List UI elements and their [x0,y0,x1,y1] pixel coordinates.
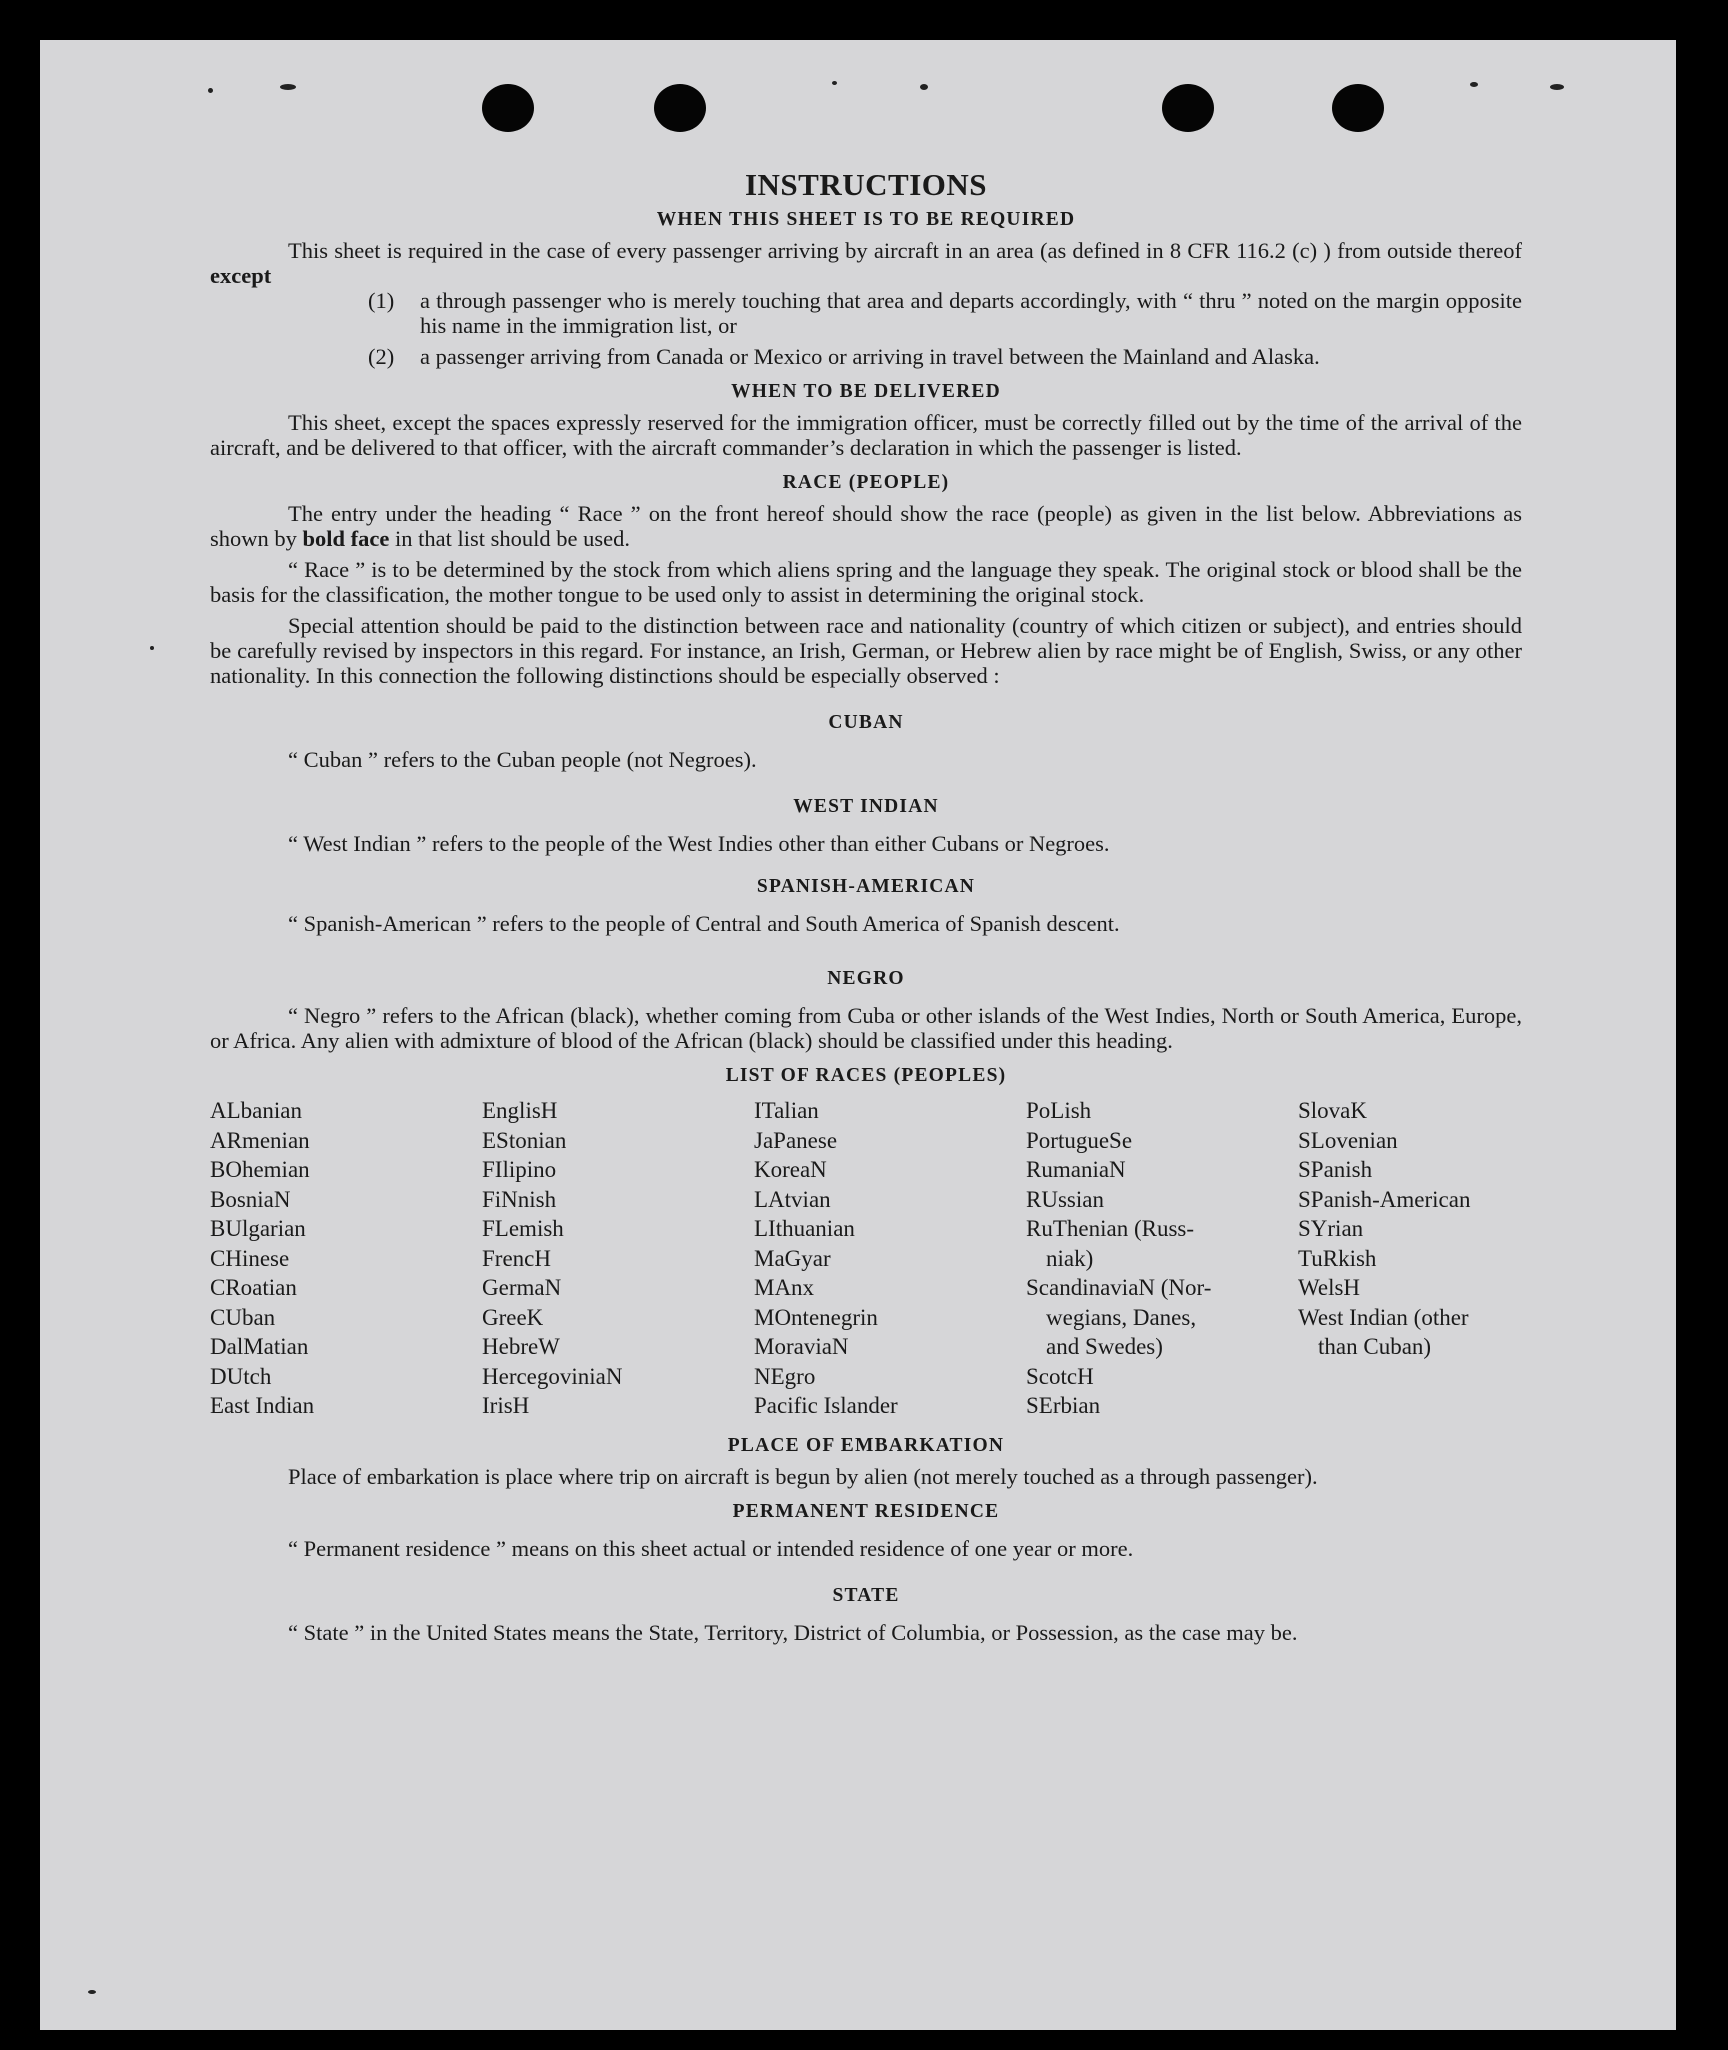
race-entry: CHinese [210,1245,290,1271]
negro-text: “ Negro ” refers to the African (black), whether coming from Cuba or other islands of the West Indies, North or South America, Europe, or Africa. Any alien with admixture of blood of the African (black) should be classified under this heading. [210,1003,1522,1053]
race-entry: EnglisH [482,1098,558,1123]
section-heading-state: STATE [832,1584,900,1606]
race-entry: wegians, Danes, [1046,1304,1197,1330]
ink-speck [280,84,296,90]
document-page [40,40,1676,2030]
race-entry: SErbian [1026,1393,1101,1418]
races-list [210,1096,1522,1421]
race-entry: NEgro [754,1363,816,1389]
ink-speck [920,84,928,90]
residence-text: “ Permanent residence ” means on this sheet actual or intended residence of one year or more. [288,1535,1134,1561]
race-entry: FrencH [482,1245,551,1271]
race-entry: BOhemian [210,1157,310,1182]
delivered-text: This sheet, except the spaces expressly reserved for the immigration officer, must be correctly filled out by the time of the arrival of the aircraft, and be delivered to that officer, with the aircraft commander’s declaration in which the passenger is listed. [210,410,1522,460]
race-entry: DUtch [210,1363,272,1389]
races-column [1298,1096,1522,1421]
race-entry: CRoatian [210,1275,297,1300]
race-entry: than Cuban) [1318,1334,1432,1359]
exception-text: a passenger arriving from Canada or Mexico or arriving in travel between the Mainland and Alaska. [420,344,1320,369]
state-text: “ State ” in the United States means the State, Territory, District of Columbia, or Possession, as the case may be. [288,1619,1298,1645]
exception-text: a through passenger who is merely touching that area and departs accordingly, with “ thru ” noted on the margin opposite his name in the immigration list, or [420,288,1522,338]
race-entry: MoraviaN [754,1334,849,1359]
race-entry: SPanish-American [1298,1186,1471,1212]
section-heading-negro: NEGRO [827,968,905,989]
race-entry: ARmenian [210,1127,310,1153]
instructions-body [210,167,1522,1645]
race-entry: MOntenegrin [754,1304,878,1330]
race-entry: IrisH [482,1393,530,1418]
race-entry: RuThenian (Russ- [1026,1216,1195,1241]
exception-item [368,288,1522,338]
race-entry: DalMatian [210,1334,309,1359]
race-entry: MaGyar [754,1245,831,1271]
punch-hole [1162,84,1214,132]
race-entry: FIlipino [482,1157,557,1182]
race-entry: BUlgarian [210,1216,306,1241]
race-entry: ScandinaviaN (Nor- [1026,1275,1212,1300]
ink-speck [832,81,837,85]
section-heading-list: LIST OF RACES (PEOPLES) [725,1065,1007,1086]
race-entry: WelsH [1298,1275,1361,1300]
ink-speck [1550,84,1564,90]
races-column [482,1096,754,1421]
races-column [1026,1096,1298,1421]
section-heading-spanish-american: SPANISH-AMERICAN [756,876,976,897]
races-column [754,1096,1026,1421]
race-entry: East Indian [210,1393,315,1418]
race-paragraph-3: Special attention should be paid to the distinction between race and nationality (country of which citizen or subject), and entries should be carefully revised by inspectors in this regard. For instance, an Irish, German, or Hebrew alien by race might be of English, Swiss, or any other nationality. In this connection the following distinctions should be especially observed : [210,613,1522,688]
race-entry: GermaN [482,1275,562,1300]
race-entry: KoreaN [754,1157,827,1182]
race-entry: BosniaN [210,1186,291,1212]
embarkation-text: Place of embarkation is place where trip on aircraft is begun by alien (not merely touched as a through passenger). [288,1463,1318,1489]
race-entry: PoLish [1026,1098,1092,1123]
required-intro-except: except [210,263,272,288]
punch-hole [1332,84,1384,132]
ink-speck [1470,82,1478,87]
race-entry: LIthuanian [754,1216,855,1241]
cuban-text: “ Cuban ” refers to the Cuban people (not Negroes). [288,747,757,772]
ink-speck [88,1990,96,1994]
race-entry: PortugueSe [1026,1127,1133,1153]
race-paragraph-2: “ Race ” is to be determined by the stock from which aliens spring and the language they speak. The original stock or blood shall be the basis for the classification, the mother tongue to be used only to assist in determining the original stock. [210,557,1522,607]
races-column [210,1096,482,1421]
west-indian-text: “ West Indian ” refers to the people of the West Indies other than either Cubans or Negroes. [288,831,1110,856]
race-entry: Pacific Islander [754,1393,898,1418]
section-heading-delivered: WHEN TO BE DELIVERED [731,381,1001,402]
section-heading-race: RACE (PEOPLE) [782,472,950,493]
required-intro: This sheet is required in the case of every passenger arriving by aircraft in an area (as defined in 8 CFR 116.2 (c) ) from outside thereof except [210,238,1522,288]
section-heading-residence: PERMANENT RESIDENCE [732,1500,1000,1522]
race-entry: CUban [210,1304,276,1330]
race-entry: HebreW [482,1334,560,1359]
race-entry: SPanish [1298,1157,1373,1182]
ink-speck [150,646,154,650]
exception-number: (2) [368,344,395,369]
race-paragraph-1: The entry under the heading “ Race ” on the front hereof should show the race (people) as given in the list below. Abbreviations as shown by bold face in that list should be used. [210,501,1522,551]
race-entry: LAtvian [754,1186,831,1212]
race-entry: niak) [1046,1245,1094,1271]
race-entry: SLovenian [1298,1127,1398,1153]
race-entry: MAnx [754,1275,815,1300]
ink-speck [208,88,213,93]
section-heading-cuban: CUBAN [828,712,904,733]
race-entry: EStonian [482,1127,567,1153]
race-entry: JaPanese [754,1127,838,1153]
race-entry: TuRkish [1298,1245,1377,1271]
page-title: INSTRUCTIONS [744,167,987,202]
spanish-american-text: “ Spanish-American ” refers to the people of Central and South America of Spanish descent. [288,911,1120,936]
race-entry: ALbanian [210,1098,302,1123]
race-entry: SYrian [1298,1216,1364,1241]
race-entry: SlovaK [1298,1098,1367,1123]
punch-hole [654,84,706,132]
section-heading-embarkation: PLACE OF EMBARKATION [727,1434,1005,1456]
race-entry: GreeK [482,1304,544,1330]
race-entry: ITalian [754,1098,819,1123]
race-entry: West Indian (other [1298,1304,1469,1330]
race-bold-face: bold face [302,526,390,551]
exception-number: (1) [368,288,395,313]
race-entry: FiNnish [482,1186,557,1212]
race-entry: FLemish [482,1216,564,1241]
section-heading-required: WHEN THIS SHEET IS TO BE REQUIRED [656,209,1076,230]
exception-item [368,344,1522,369]
race-entry: RUssian [1026,1186,1104,1212]
race-entry: RumaniaN [1026,1157,1126,1182]
race-entry: HercegoviniaN [482,1363,623,1389]
section-heading-west-indian: WEST INDIAN [793,796,939,817]
race-entry: ScotcH [1026,1363,1094,1389]
race-entry: and Swedes) [1046,1334,1163,1359]
punch-hole [482,84,534,132]
